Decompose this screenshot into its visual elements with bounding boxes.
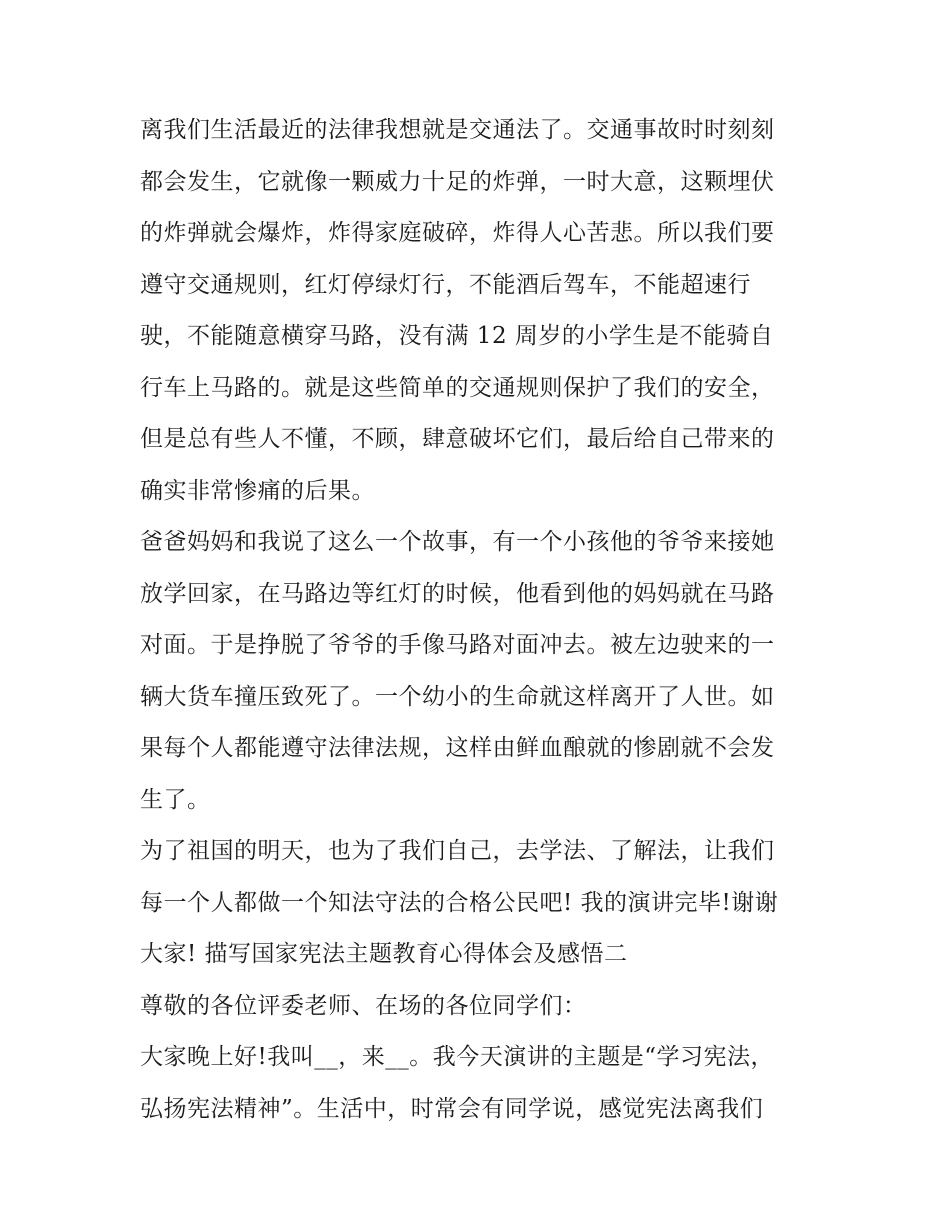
text-line: 弘扬宪法精神”。生活中，时常会有同学说，感觉宪法离我们 xyxy=(140,1095,764,1122)
text-line: 生了。 xyxy=(140,786,211,813)
text-line: 大家! 描写国家宪法主题教育心得体会及感悟二 xyxy=(140,941,628,967)
text-line: 放学回家，在马路边等红灯的时候，他看到他的妈妈就在马路 xyxy=(140,580,775,607)
document-body xyxy=(140,105,830,1135)
text-line: 的炸弹就会爆炸，炸得家庭破碎，炸得人心苦悲。所以我们要 xyxy=(140,220,775,246)
text-line: 行车上马路的。就是这些简单的交通规则保护了我们的安全， xyxy=(140,374,775,401)
text-line: 但是总有些人不懂，不顾，肆意破坏它们，最后给自己带来的 xyxy=(140,426,775,452)
text-line: 都会发生，它就像一颗威力十足的炸弹，一时大意，这颗埋伏 xyxy=(140,168,775,195)
text-line: 尊敬的各位评委老师、在场的各位同学们： xyxy=(140,992,587,1019)
text-line: 确实非常惨痛的后果。 xyxy=(140,477,375,504)
text-line: 每一个人都做一个知法守法的合格公民吧! 我的演讲完毕!谢谢 xyxy=(140,889,779,916)
text-line: 为了祖国的明天，也为了我们自己，去学法、了解法，让我们 xyxy=(140,838,775,864)
text-line: 驶，不能随意横穿马路，没有满 12 周岁的小学生是不能骑自 xyxy=(140,323,774,349)
text-line: 辆大货车撞压致死了。一个幼小的生命就这样离开了人世。如 xyxy=(140,683,775,710)
text-line: 遵守交通规则，红灯停绿灯行，不能酒后驾车，不能超速行 xyxy=(140,271,751,298)
text-line: 爸爸妈妈和我说了这么一个故事，有一个小孩他的爷爷来接她 xyxy=(140,529,775,555)
text-line: 离我们生活最近的法律我想就是交通法了。交通事故时时刻刻 xyxy=(140,117,775,143)
text-line: 果每个人都能遵守法律法规，这样由鲜血酿就的惨剧就不会发 xyxy=(140,735,775,761)
text-line: 大家晚上好!我叫__，来__。我今天演讲的主题是“学习宪法， xyxy=(140,1044,775,1070)
text-line: 对面。于是挣脱了爷爷的手像马路对面冲去。被左边驶来的一 xyxy=(140,632,775,658)
